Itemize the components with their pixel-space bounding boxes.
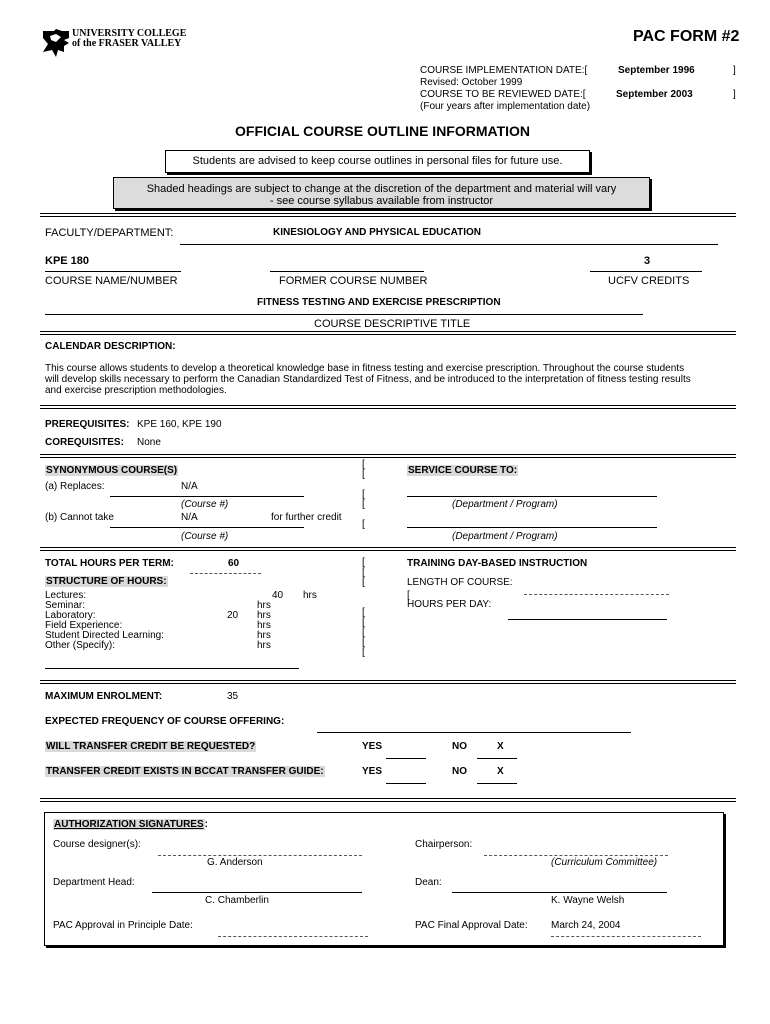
chair-hint: (Curriculum Committee) [551,857,658,868]
notice-box [165,150,590,173]
structure-label: STRUCTURE OF HOURS: [46,576,167,587]
coreq-label: COREQUISITES: [45,437,124,448]
no-label-2: NO [452,766,467,777]
divider [40,213,736,217]
main-title: OFFICIAL COURSE OUTLINE INFORMATION [235,123,531,139]
divider [40,405,736,409]
length-line [524,594,669,595]
course-number-value: KPE 180 [45,255,90,267]
designer-label: Course designer(s): [53,839,141,850]
course-title-line [45,314,643,315]
review-date-value: September 2003 [616,89,693,100]
hours-row-label: Lectures: [45,590,87,601]
logo-line2: of the FRASER VALLEY [72,38,182,49]
hours-row-unit: hrs [303,590,317,601]
enrolment-value: 35 [227,691,239,702]
head-label: Department Head: [53,877,135,888]
pac-final-label: PAC Final Approval Date: [415,920,528,931]
prereq-label: PREREQUISITES: [45,419,130,430]
training-label: TRAINING DAY-BASED INSTRUCTION [407,558,588,569]
divider [40,331,736,335]
no-line [477,758,517,759]
hours-row-label: Field Experience: [45,620,123,631]
length-label: LENGTH OF COURSE: [407,577,513,588]
credits-value: 3 [644,255,651,267]
hours-row-value: 20 [227,610,239,621]
hours-row-unit: hrs [257,620,271,631]
service-line-2 [407,527,657,528]
shaded-notice-line2: - see course syllabus available from instructor [269,195,494,207]
no-mark: X [497,741,504,752]
course-hint: (Course #) [181,499,229,510]
head-line [152,892,362,893]
replaces-line [110,496,304,497]
designer-line [158,855,362,856]
service-dept-hint-2: (Department / Program) [452,531,558,542]
review-date-close: ] [733,89,736,100]
pac-final-line [551,936,701,937]
logo-line1: UNIVERSITY COLLEGE [72,28,187,39]
frequency-line [317,732,631,733]
no-line-2 [477,783,517,784]
dean-line [452,892,667,893]
total-hours-line [190,573,261,574]
yes-label: YES [362,741,383,752]
head-value: C. Chamberlin [205,895,269,906]
hours-per-day-label: HOURS PER DAY: [407,599,492,610]
calendar-label: CALENDAR DESCRIPTION: [45,341,176,352]
pac-principle-label: PAC Approval in Principle Date: [53,920,193,931]
course-title-value: FITNESS TESTING AND EXERCISE PRESCRIPTION [257,297,501,308]
calendar-line2: will develop skills necessary to perform the Canadian Standardized Test of Fitness, and be introduced to the interpretation of fitness testing results [45,374,691,385]
training-bracket: [ [407,590,410,601]
signatures-heading: AUTHORIZATION SIGNATURES: [54,819,208,830]
transfer-question-1: WILL TRANSFER CREDIT BE REQUESTED? [46,741,256,752]
calendar-line3: and exercise prescription methodologies. [45,385,227,396]
total-hours-label: TOTAL HOURS PER TERM: [45,558,174,569]
dean-value: K. Wayne Welsh [551,895,625,906]
impl-date-value: September 1996 [618,65,695,76]
hours-row-unit: hrs [257,630,271,641]
designer-value: G. Anderson [207,857,263,868]
pac-final-value: March 24, 2004 [551,920,621,931]
course-title-label: COURSE DESCRIPTIVE TITLE [314,318,471,330]
replaces-value: N/A [181,481,198,492]
credits-line [590,271,702,272]
hours-row-value: 40 [272,590,284,601]
replaces-label: (a) Replaces: [45,481,105,492]
divider [40,454,736,458]
yes-line-2 [386,783,426,784]
calendar-line1: This course allows students to develop a theoretical knowledge base in fitness testing and exercise prescription. Throughout the course students [45,363,685,374]
transfer-question-2: TRANSFER CREDIT EXISTS IN BCCAT TRANSFER GUIDE: [46,766,324,777]
no-label: NO [452,741,467,752]
impl-date-label: COURSE IMPLEMENTATION DATE:[ [420,65,588,76]
hours-row-label: Seminar: [45,600,86,611]
total-hours-value: 60 [228,558,240,569]
chair-label: Chairperson: [415,839,473,850]
coreq-value: None [137,437,161,448]
yes-label-2: YES [362,766,383,777]
ucfv-logo-icon [42,28,70,58]
prereq-value: KPE 160, KPE 190 [137,419,222,430]
review-date-note: (Four years after implementation date) [420,101,591,112]
hours-row-unit: hrs [257,640,271,651]
impl-date-close: ] [733,65,736,76]
frequency-label: EXPECTED FREQUENCY OF COURSE OFFERING: [45,716,285,727]
dean-label: Dean: [415,877,442,888]
hours-row-label: Student Directed Learning: [45,630,164,641]
yes-line [386,758,426,759]
former-number-line [270,271,424,272]
course-number-line [45,271,181,272]
further-credit-label: for further credit [271,512,342,523]
hours-per-day-line [508,619,667,620]
form-title: PAC FORM #2 [633,28,740,45]
review-date-label: COURSE TO BE REVIEWED DATE:[ [420,89,586,100]
cannot-take-line [110,527,304,528]
service-dept-hint: (Department / Program) [452,499,558,510]
other-specify-line [45,668,299,669]
bracket-column-2: [ [ [ [ [ [ [ [ [362,557,365,658]
notice-text: Students are advised to keep course outlines in personal files for future use. [192,155,563,167]
faculty-label: FACULTY/DEPARTMENT: [45,227,174,239]
enrolment-label: MAXIMUM ENROLMENT: [45,691,163,702]
no-mark-2: X [497,766,504,777]
pac-principle-line [218,936,368,937]
hours-row-unit: hrs [257,600,271,611]
faculty-underline [180,244,718,245]
cannot-take-label: (b) Cannot take [45,512,114,523]
divider [40,798,736,802]
synonymous-label: SYNONYMOUS COURSE(S) [46,465,178,476]
shaded-notice-box [113,177,650,209]
credits-label: UCFV CREDITS [608,275,690,287]
course-hint-2: (Course #) [181,531,229,542]
revised-date: Revised: October 1999 [420,77,523,88]
shaded-notice-line1: Shaded headings are subject to change at the discretion of the department and material will vary [146,183,617,195]
course-number-label: COURSE NAME/NUMBER [45,275,178,287]
faculty-value: KINESIOLOGY AND PHYSICAL EDUCATION [273,227,481,238]
service-label: SERVICE COURSE TO: [408,465,518,476]
service-line [407,496,657,497]
bracket-column: [ [ [ [ [ [362,459,365,530]
chair-line [484,855,668,856]
divider [40,547,736,551]
divider [40,680,736,684]
former-number-label: FORMER COURSE NUMBER [279,275,428,287]
hours-row-label: Laboratory: [45,610,96,621]
cannot-take-value: N/A [181,512,198,523]
hours-row-label: Other (Specify): [45,640,116,651]
hours-row-unit: hrs [257,610,271,621]
